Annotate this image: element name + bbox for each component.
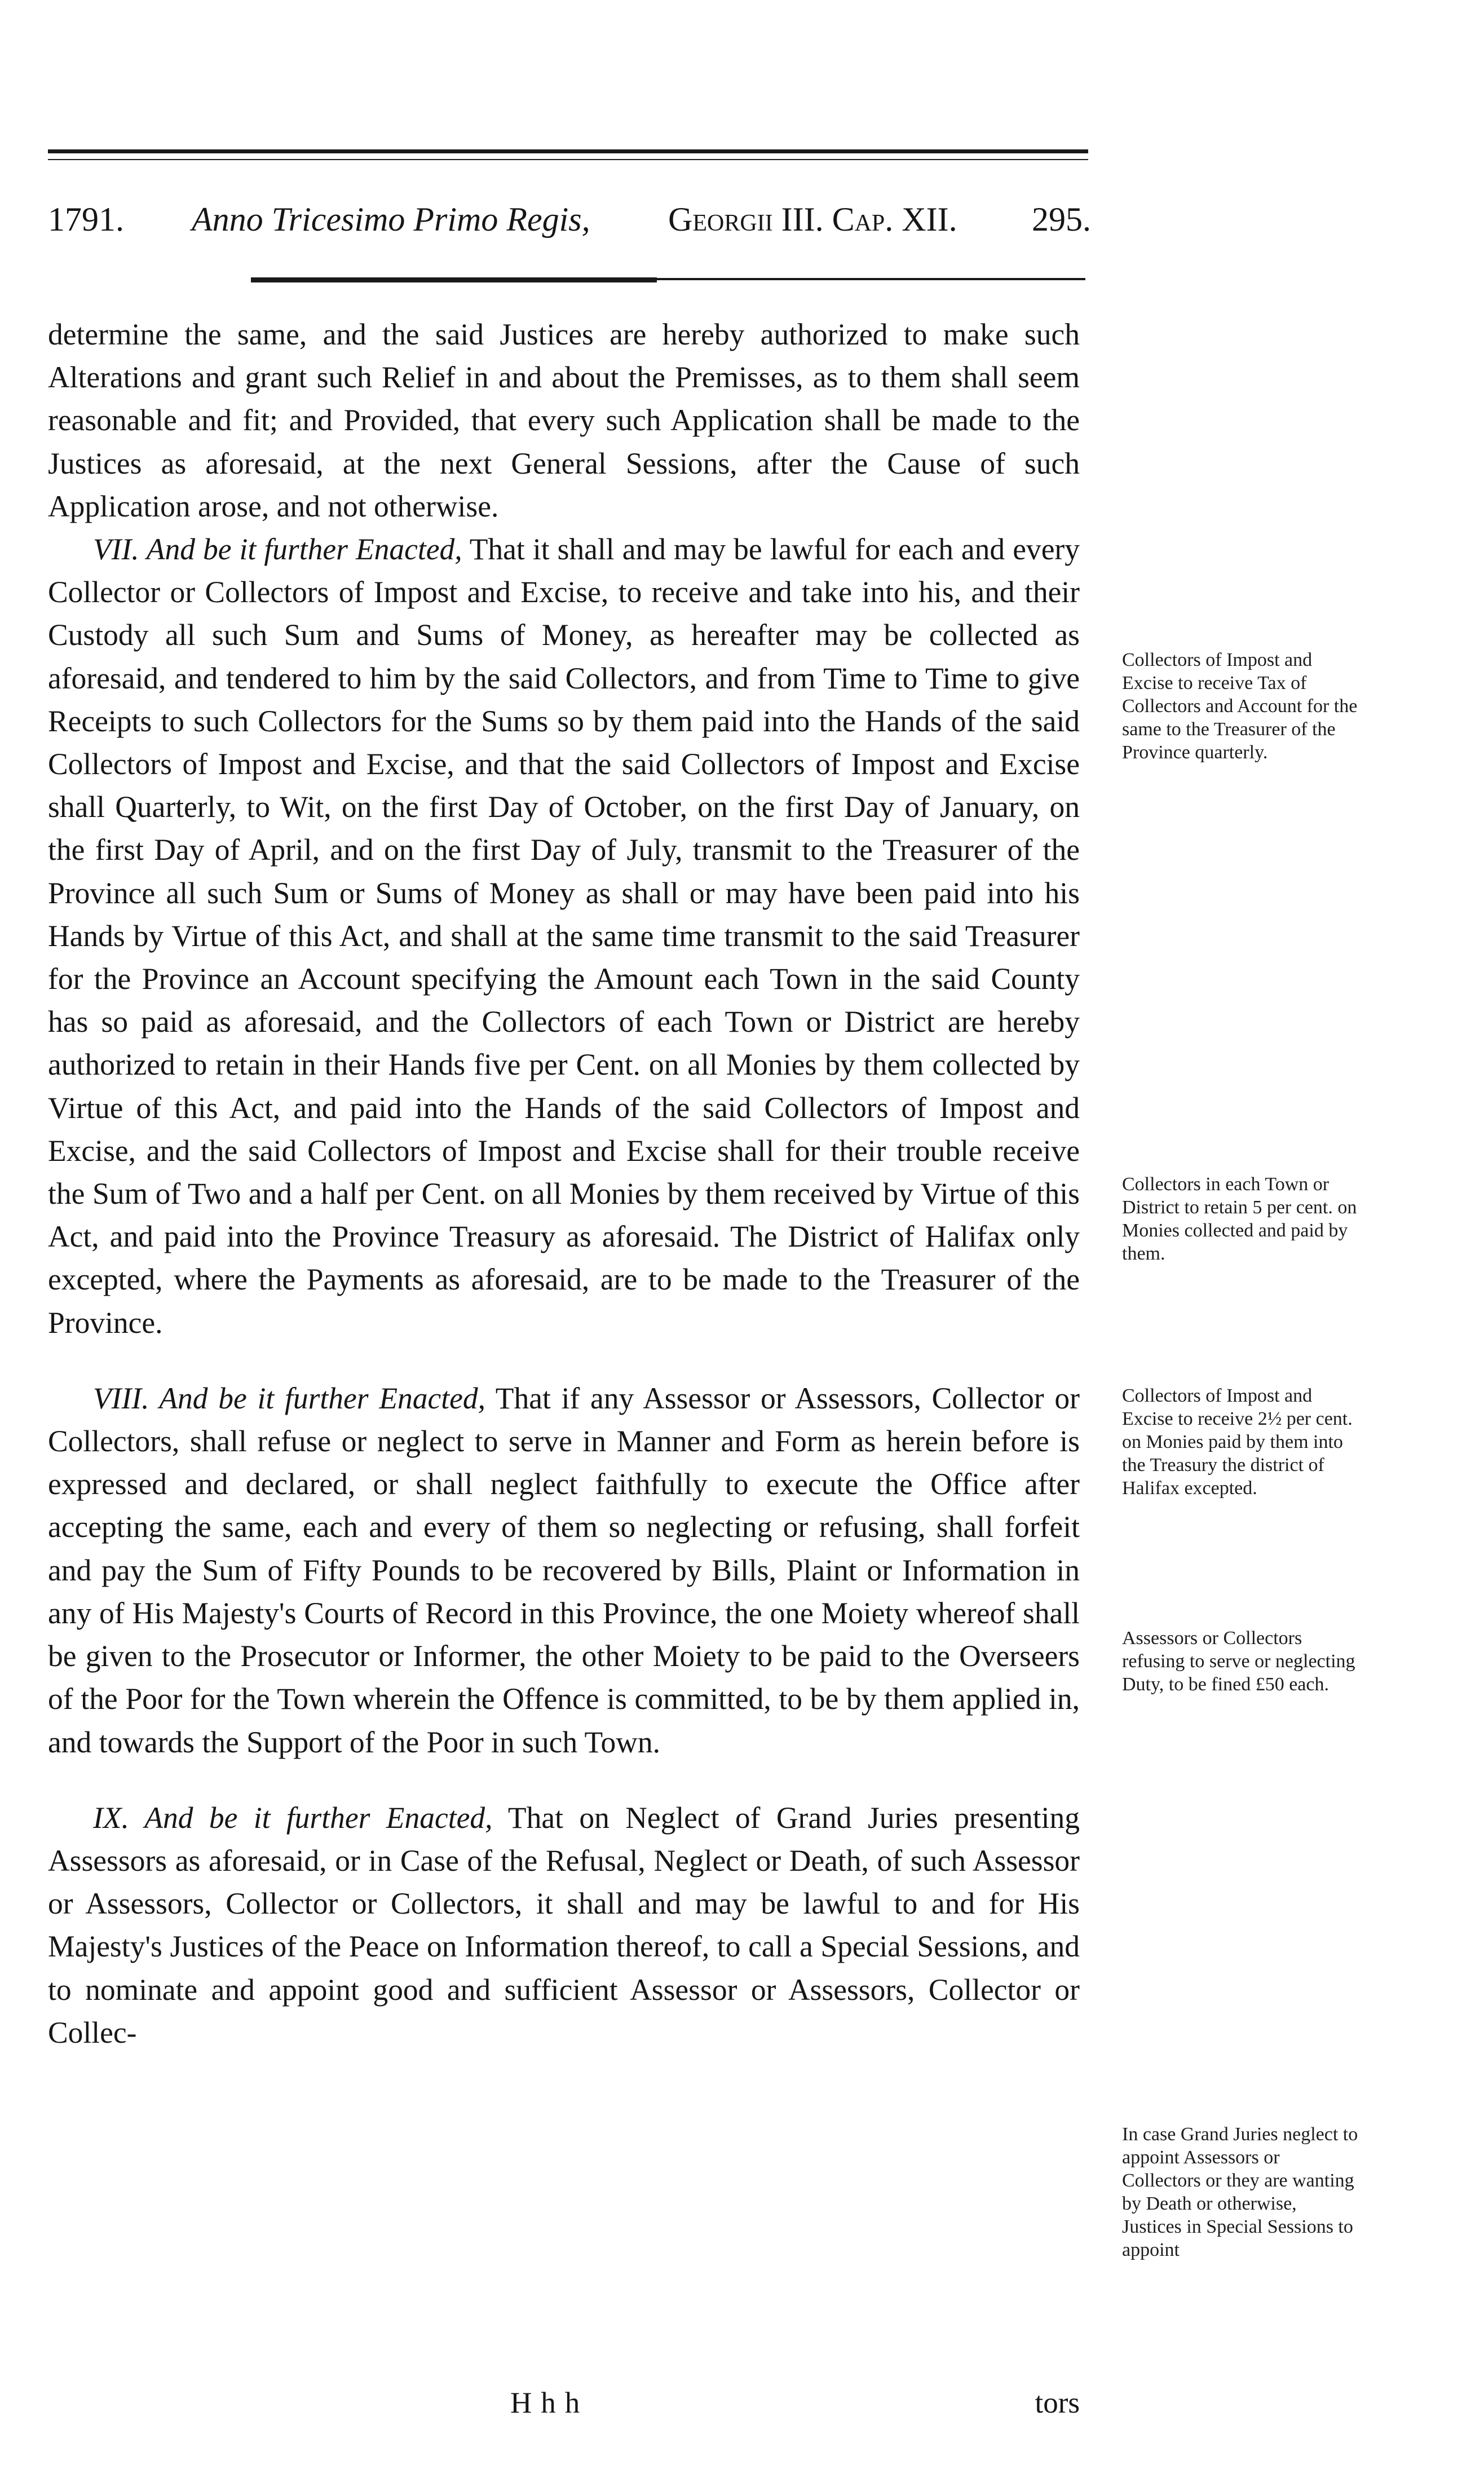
page-number: 295.: [1032, 201, 1091, 238]
section-vii-opening: VII. And be it further Enacted,: [93, 532, 462, 567]
signature-mark: Hhh: [510, 2387, 589, 2419]
margin-note-retain-five-percent: Collectors in each Town or District to retain 5 per cent. on Monies collected and paid by them.: [1122, 1174, 1357, 1264]
page-body: [48, 313, 1080, 2054]
header-underline: [251, 278, 1085, 280]
section-vii: [48, 528, 1080, 1344]
margin-note-collectors-receive-tax: Collectors of Impost and Excise to receive Tax of Collectors and Account for the same to the Treasurer of the Province quarterly.: [1122, 650, 1358, 763]
section-viii: [48, 1377, 1080, 1764]
top-rule-thin: [48, 159, 1088, 160]
section-ix: [48, 1796, 1080, 2054]
header-year: 1791.: [48, 201, 124, 238]
running-header: [48, 200, 1091, 251]
section-ix-text: That on Neglect of Grand Juries presenting Assessors as aforesaid, or in Case of the Refusal, Neglect or Death, of such Assessor or Assessors, Collector or Collectors, it shall and may be lawful to and for His Majesty's Justices of the Peace on Information thereof, to call a Special Sessions, and to nominate and appoint good and sufficient Assessor or Assessors, Collector or Collec-: [48, 1800, 1080, 2049]
section-viii-opening: VIII. And be it further Enacted,: [93, 1381, 485, 1415]
margin-note-two-and-half-percent: Collectors of Impost and Excise to receive 2½ per cent. on Monies paid by them into the Treasury the district of Halifax excepted.: [1122, 1385, 1353, 1499]
header-reign: Georgii III. Cap. XII.: [668, 201, 957, 238]
top-rule: [48, 149, 1088, 153]
header-title: Anno Tricesimo Primo Regis,: [192, 201, 590, 238]
paragraph-continuation: determine the same, and the said Justices are hereby authorized to make such Alterations and grant such Relief in and about the Premisses, as to them shall seem reasonable and fit; and Provided, that every such Application shall be made to the Justices as aforesaid, at the next General Sessions, after the Cause of such Application arose, and not otherwise.: [48, 317, 1080, 523]
page-footer: [48, 2386, 1080, 2426]
catchword: tors: [1035, 2387, 1080, 2419]
margin-note-special-sessions: In case Grand Juries neglect to appoint Assessors or Collectors or they are wanting by Death or otherwise, Justices in Special Sessions to appoint: [1122, 2124, 1358, 2260]
section-viii-text: That if any Assessor or Assessors, Collector or Collectors, shall refuse or neglect to serve in Manner and Form as herein before is expressed and declared, or shall neglect faithfully to execute the Office after accepting the same, each and every of them so neglecting or refusing, shall forfeit and pay the Sum of Fifty Pounds to be recovered by Bills, Plaint or Information in any of His Majesty's Courts of Record in this Province, the one Moiety whereof shall be given to the Prosecutor or Informer, the other Moiety to be paid to the Overseers of the Poor for the Town wherein the Offence is committed, to be by them applied in, and towards the Support of the Poor in such Town.: [48, 1381, 1080, 1759]
section-vii-text: That it shall and may be lawful for each and every Collector or Collectors of Impost and Excise, to receive and take into his, and their Custody all such Sum and Sums of Money, as hereafter may be collected as aforesaid, and tendered to him by the said Collectors, and from Time to Time to give Receipts to such Collectors for the Sums so by them paid into the Hands of the said Collectors of Impost and Excise, and that the said Collectors of Impost and Excise shall Quarterly, to Wit, on the first Day of October, on the first Day of January, on the first Day of April, and on the first Day of July, transmit to the Treasurer of the Province all such Sum or Sums of Money as shall or may have been paid into his Hands by Virtue of this Act, and shall at the same time transmit to the said Treasurer for the Province an Account specifying the Amount each Town in the said County has so paid as aforesaid, and the Collectors of each Town or District are hereby authorized to retain in their Hands five per Cent. on all Monies by them collected by Virtue of this Act, and paid into the Hands of the said Collectors of Impost and Excise, and the said Collectors of Impost and Excise shall for their trouble receive the Sum of Two and a half per Cent. on all Monies by them received by Virtue of this Act, and paid into the Province Treasury as aforesaid. The District of Halifax only excepted, where the Payments as aforesaid, are to be made to the Treasurer of the Province.: [48, 532, 1080, 1340]
section-ix-opening: IX. And be it further Enacted,: [93, 1800, 493, 1835]
margin-note-fine-fifty-pounds: Assessors or Collectors refusing to serve or neglecting Duty, to be fined £50 each.: [1122, 1628, 1355, 1695]
